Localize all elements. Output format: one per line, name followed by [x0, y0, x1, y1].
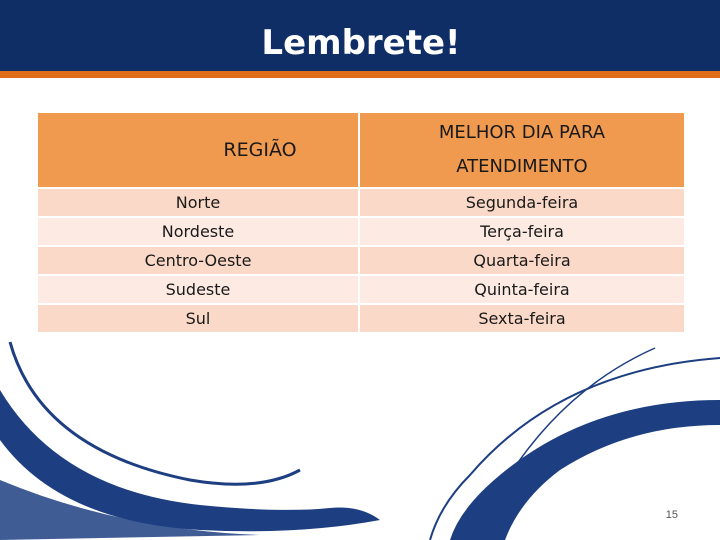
table-row: [37, 188, 685, 217]
title-bar: [0, 0, 720, 71]
cell-day: Sexta-feira: [359, 304, 685, 333]
wave-swoosh-right: [450, 400, 720, 540]
slide-title: Lembrete!: [261, 22, 461, 63]
cell-day: Terça-feira: [359, 217, 685, 246]
header-best-day-line1: MELHOR DIA PARA: [438, 122, 606, 143]
cell-region: Norte: [37, 188, 359, 217]
table-row: [37, 246, 685, 275]
page-number: 15: [665, 509, 678, 521]
cell-region: Sudeste: [37, 275, 359, 304]
table-row: [37, 275, 685, 304]
decorative-wave-graphic: [0, 330, 720, 540]
table-row: [37, 217, 685, 246]
cell-day: Quarta-feira: [359, 246, 685, 275]
region-schedule-table: [36, 111, 686, 334]
accent-stripe: [0, 71, 720, 78]
cell-day: Segunda-feira: [359, 188, 685, 217]
table-row: [37, 304, 685, 333]
cell-day: Quinta-feira: [359, 275, 685, 304]
cell-region: Nordeste: [37, 217, 359, 246]
header-best-day-line2: ATENDIMENTO: [456, 156, 588, 177]
cell-region: Sul: [37, 304, 359, 333]
table-header-row: [37, 112, 685, 188]
header-best-day: [359, 112, 685, 188]
header-region: REGIÃO: [37, 112, 359, 188]
cell-region: Centro-Oeste: [37, 246, 359, 275]
